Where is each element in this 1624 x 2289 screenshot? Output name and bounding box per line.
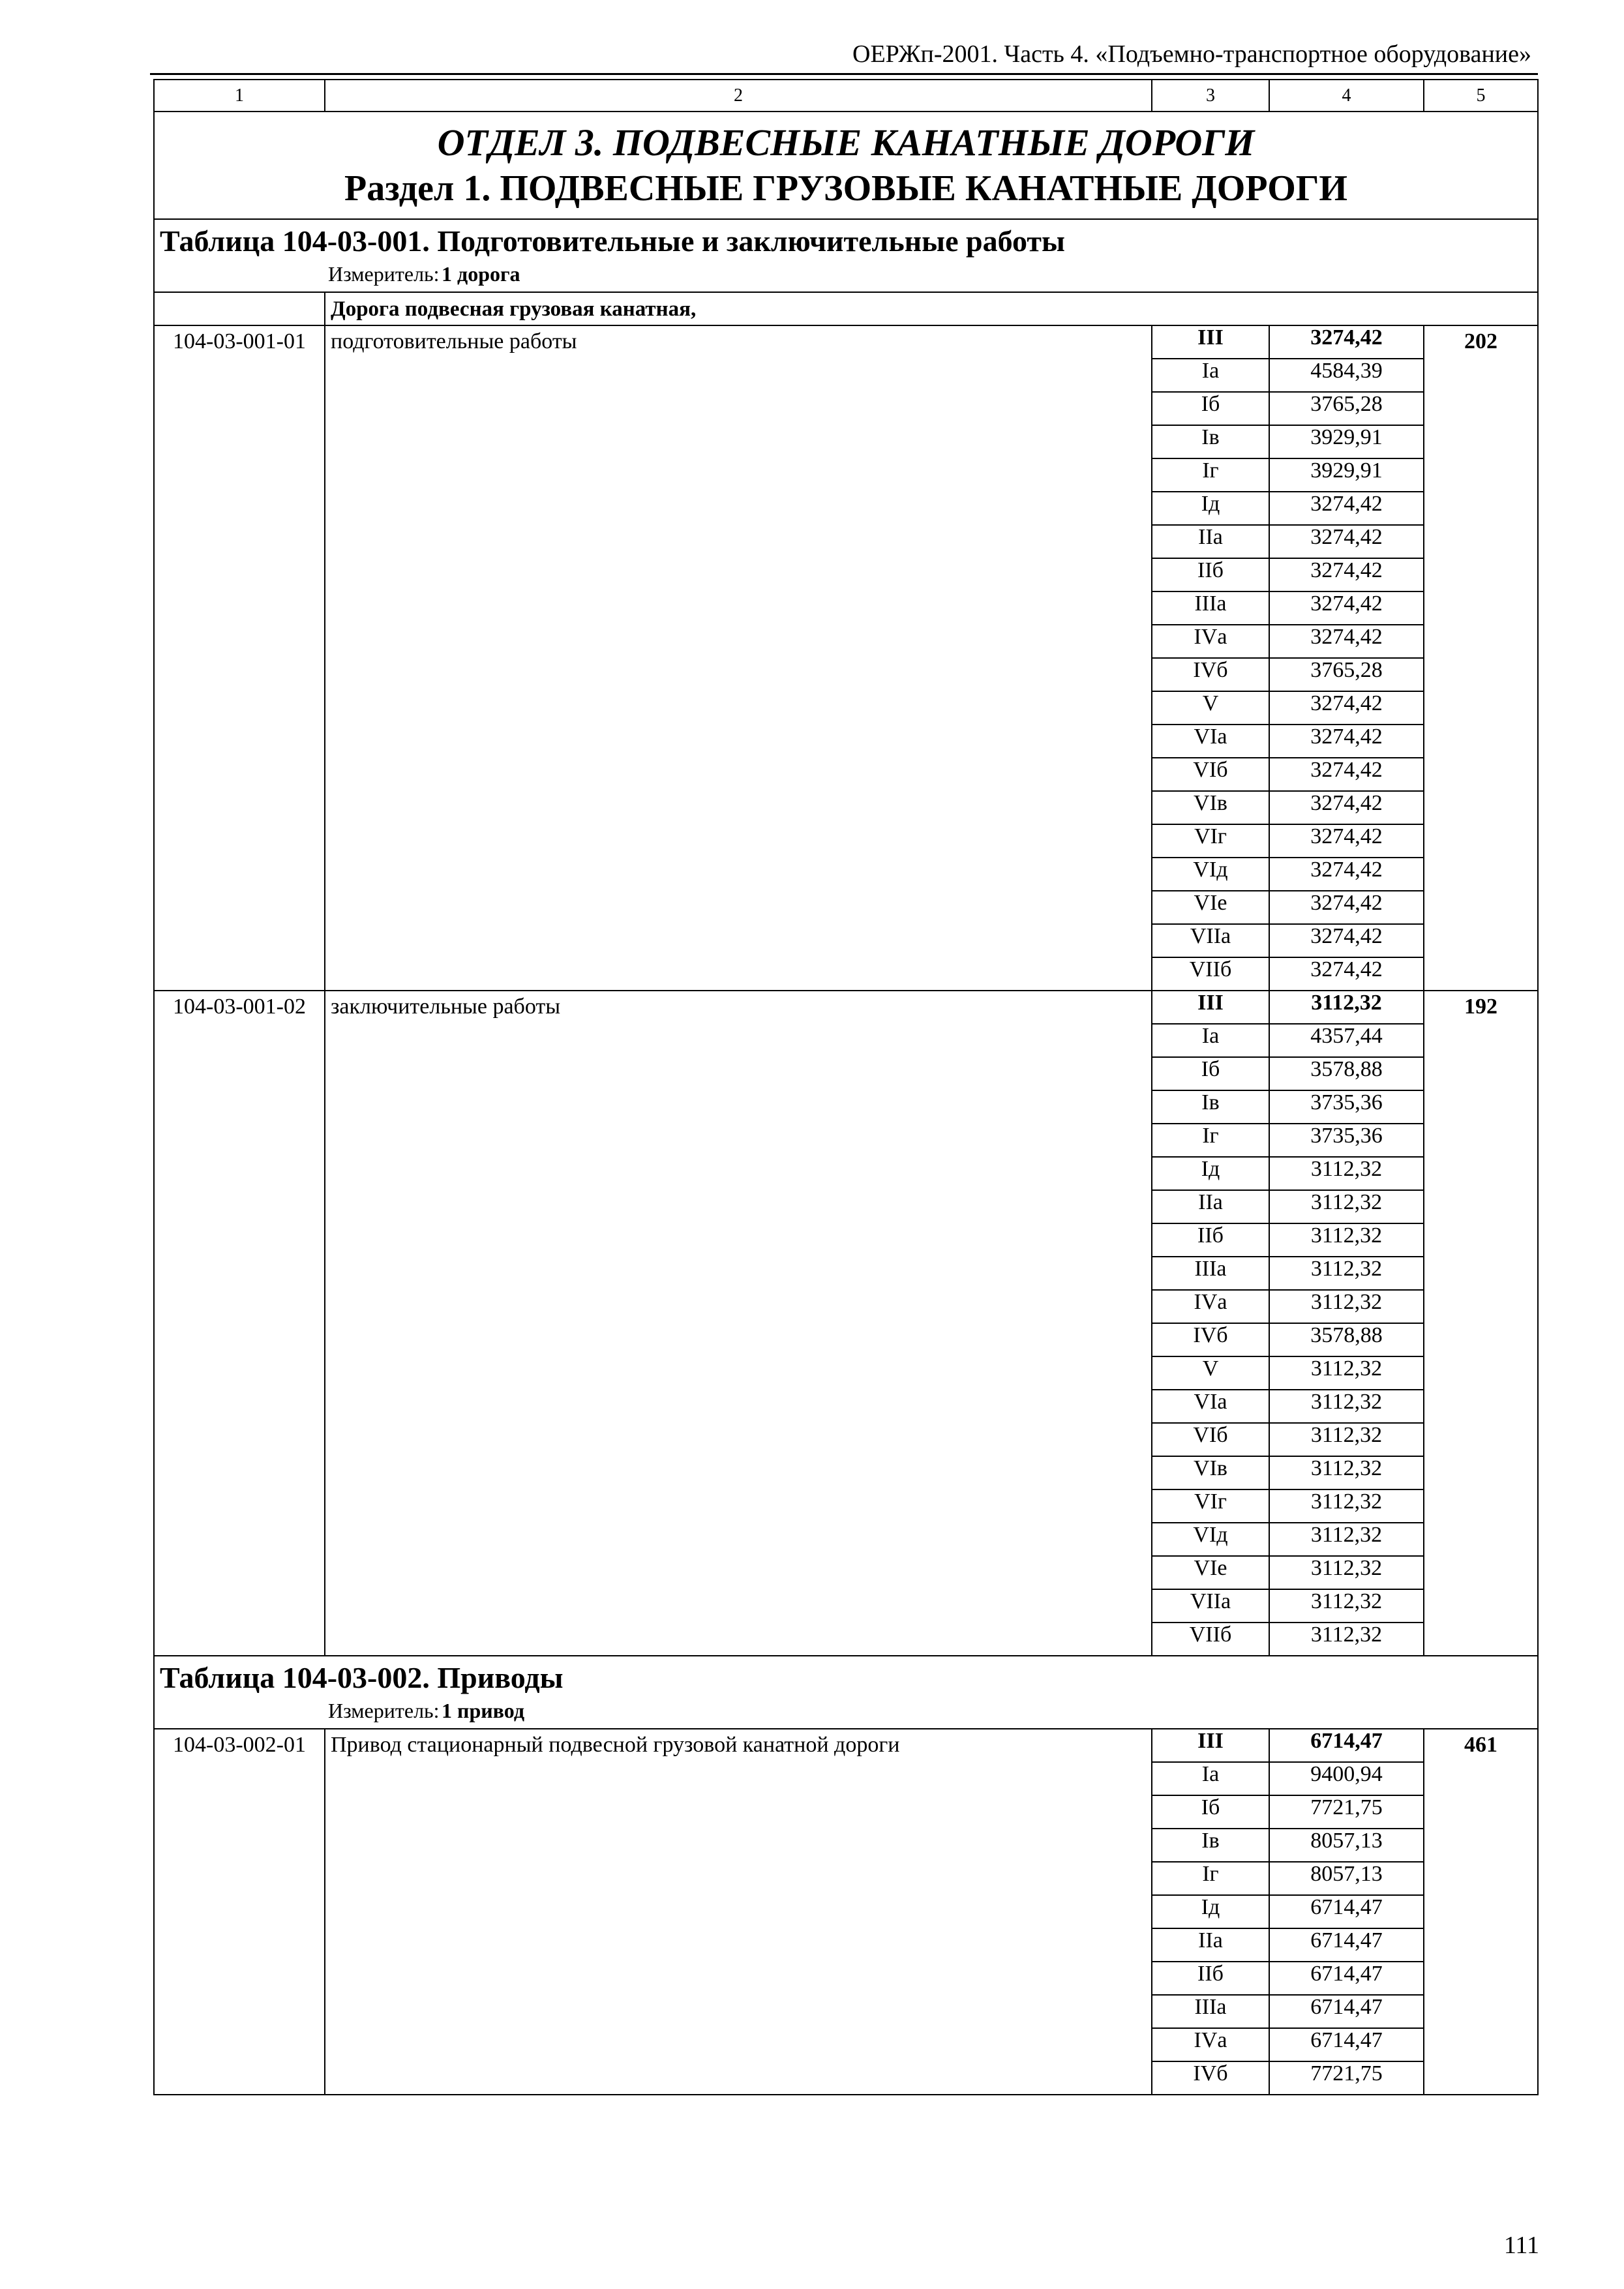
zone-code: VIIа [1152,924,1269,957]
zone-code: VIа [1152,1390,1269,1423]
zone-code: VIIб [1152,957,1269,991]
item-code: 104-03-001-02 [154,991,325,1656]
price-value: 3735,36 [1269,1124,1424,1157]
zone-code: VIг [1152,1489,1269,1523]
price-value: 6714,47 [1269,2028,1424,2061]
price-value: 6714,47 [1269,1928,1424,1962]
zone-code: IIа [1152,525,1269,558]
price-value: 3112,32 [1269,991,1424,1024]
group-heading-row [154,292,1538,325]
price-value: 3112,32 [1269,1489,1424,1523]
zone-code: Iа [1152,359,1269,392]
price-value: 6714,47 [1269,1895,1424,1928]
price-value: 3112,32 [1269,1223,1424,1257]
price-value: 3112,32 [1269,1523,1424,1556]
price-value: 3112,32 [1269,1356,1424,1390]
zone-code: Iв [1152,1090,1269,1124]
price-value: 7721,75 [1269,2061,1424,2095]
zone-code: VIа [1152,725,1269,758]
price-value: 3112,32 [1269,1157,1424,1190]
column-number: 3 [1152,80,1269,112]
price-value: 4584,39 [1269,359,1424,392]
price-value: 3274,42 [1269,691,1424,725]
zone-code: VIг [1152,824,1269,858]
meter-line [160,1697,1537,1728]
table-row [154,1729,1538,1762]
column-number: 4 [1269,80,1424,112]
price-value: 3578,88 [1269,1323,1424,1356]
zone-code: Iд [1152,492,1269,525]
zone-code: Iа [1152,1762,1269,1795]
column-number: 5 [1424,80,1538,112]
section-title: Раздел 1. ПОДВЕСНЫЕ ГРУЗОВЫЕ КАНАТНЫЕ ДОРОГИ [344,168,1347,209]
meter-value: 1 дорога [442,262,520,286]
zone-code: VIв [1152,791,1269,824]
zone-code: IIIа [1152,1995,1269,2028]
table-title: Таблица 104-03-002. Приводы [160,1661,564,1694]
price-value: 4357,44 [1269,1024,1424,1057]
price-value: 3274,42 [1269,325,1424,359]
zone-code: Iб [1152,1057,1269,1090]
price-value: 3112,32 [1269,1190,1424,1223]
zone-code: IVа [1152,625,1269,658]
price-value: 3274,42 [1269,525,1424,558]
department-heading-row [154,112,1538,219]
item-total: 461 [1424,1729,1538,2095]
zone-code: Iб [1152,392,1269,425]
price-value: 3735,36 [1269,1090,1424,1124]
item-total: 192 [1424,991,1538,1656]
zone-code: IVа [1152,2028,1269,2061]
price-value: 3274,42 [1269,725,1424,758]
zone-code: III [1152,1729,1269,1762]
meter-line [160,260,1537,292]
price-value: 3274,42 [1269,558,1424,591]
zone-code: III [1152,325,1269,359]
price-value: 9400,94 [1269,1762,1424,1795]
price-value: 3112,32 [1269,1423,1424,1456]
zone-code: Iв [1152,1829,1269,1862]
table-row [154,991,1538,1024]
column-number: 2 [325,80,1152,112]
price-value: 3929,91 [1269,458,1424,492]
zone-code: IVб [1152,2061,1269,2095]
price-value: 3274,42 [1269,824,1424,858]
price-value: 3274,42 [1269,625,1424,658]
price-value: 3112,32 [1269,1456,1424,1489]
zone-code: IIб [1152,1223,1269,1257]
item-name: Привод стационарный подвесной грузовой канатной дороги [325,1729,1152,2095]
price-value: 3274,42 [1269,591,1424,625]
header-rule [150,73,1538,75]
item-code: 104-03-001-01 [154,325,325,991]
zone-code: VIIа [1152,1589,1269,1623]
price-value: 6714,47 [1269,1995,1424,2028]
zone-code: Iг [1152,1862,1269,1895]
price-value: 6714,47 [1269,1729,1424,1762]
price-value: 3578,88 [1269,1057,1424,1090]
zone-code: V [1152,691,1269,725]
zone-code: V [1152,1356,1269,1390]
table-title: Таблица 104-03-001. Подготовительные и заключительные работы [160,224,1065,258]
price-value: 3274,42 [1269,957,1424,991]
department-title: ОТДЕЛ 3. ПОДВЕСНЫЕ КАНАТНЫЕ ДОРОГИ [437,121,1255,164]
zone-code: Iа [1152,1024,1269,1057]
item-code: 104-03-002-01 [154,1729,325,2095]
meter-label: Измеритель: [328,262,440,286]
running-header: ОЕРЖп-2001. Часть 4. «Подъемно-транспортное оборудование» [852,40,1531,68]
meter-value: 1 привод [442,1699,524,1722]
price-value: 8057,13 [1269,1829,1424,1862]
zone-code: IIа [1152,1190,1269,1223]
price-value: 3274,42 [1269,924,1424,957]
zone-code: IVб [1152,1323,1269,1356]
price-value: 3112,32 [1269,1390,1424,1423]
price-value: 3274,42 [1269,791,1424,824]
zone-code: VIб [1152,758,1269,791]
zone-code: Iб [1152,1795,1269,1829]
table-row [154,325,1538,359]
zone-code: IVб [1152,658,1269,691]
price-value: 3929,91 [1269,425,1424,458]
zone-code: IIIа [1152,1257,1269,1290]
price-value: 3112,32 [1269,1623,1424,1656]
zone-code: Iг [1152,458,1269,492]
price-value: 3274,42 [1269,858,1424,891]
price-value: 3274,42 [1269,758,1424,791]
price-value: 7721,75 [1269,1795,1424,1829]
column-number: 1 [154,80,325,112]
page-number: 111 [1503,2232,1539,2259]
column-number-row [154,80,1538,112]
zone-code: Iд [1152,1895,1269,1928]
zone-code: VIе [1152,891,1269,924]
price-value: 8057,13 [1269,1862,1424,1895]
zone-code: Iг [1152,1124,1269,1157]
group-heading: Дорога подвесная грузовая канатная, [325,292,1538,325]
table-title-row [154,219,1538,292]
item-total: 202 [1424,325,1538,991]
meter-label: Измеритель: [328,1699,440,1722]
price-value: 3274,42 [1269,492,1424,525]
price-value: 6714,47 [1269,1962,1424,1995]
item-name: заключительные работы [325,991,1152,1656]
zone-code: IIб [1152,1962,1269,1995]
zone-code: VIIб [1152,1623,1269,1656]
zone-code: III [1152,991,1269,1024]
price-value: 3765,28 [1269,658,1424,691]
price-value: 3274,42 [1269,891,1424,924]
zone-code: IVа [1152,1290,1269,1323]
zone-code: Iв [1152,425,1269,458]
price-value: 3112,32 [1269,1290,1424,1323]
item-name: подготовительные работы [325,325,1152,991]
zone-code: Iд [1152,1157,1269,1190]
price-value: 3112,32 [1269,1556,1424,1589]
zone-code: VIб [1152,1423,1269,1456]
price-value: 3765,28 [1269,392,1424,425]
zone-code: VIе [1152,1556,1269,1589]
table-title-row [154,1656,1538,1729]
zone-code: IIIа [1152,591,1269,625]
zone-code: VIд [1152,858,1269,891]
zone-code: VIд [1152,1523,1269,1556]
price-value: 3112,32 [1269,1589,1424,1623]
price-table [153,79,1539,2095]
zone-code: VIв [1152,1456,1269,1489]
price-value: 3112,32 [1269,1257,1424,1290]
zone-code: IIб [1152,558,1269,591]
zone-code: IIа [1152,1928,1269,1962]
